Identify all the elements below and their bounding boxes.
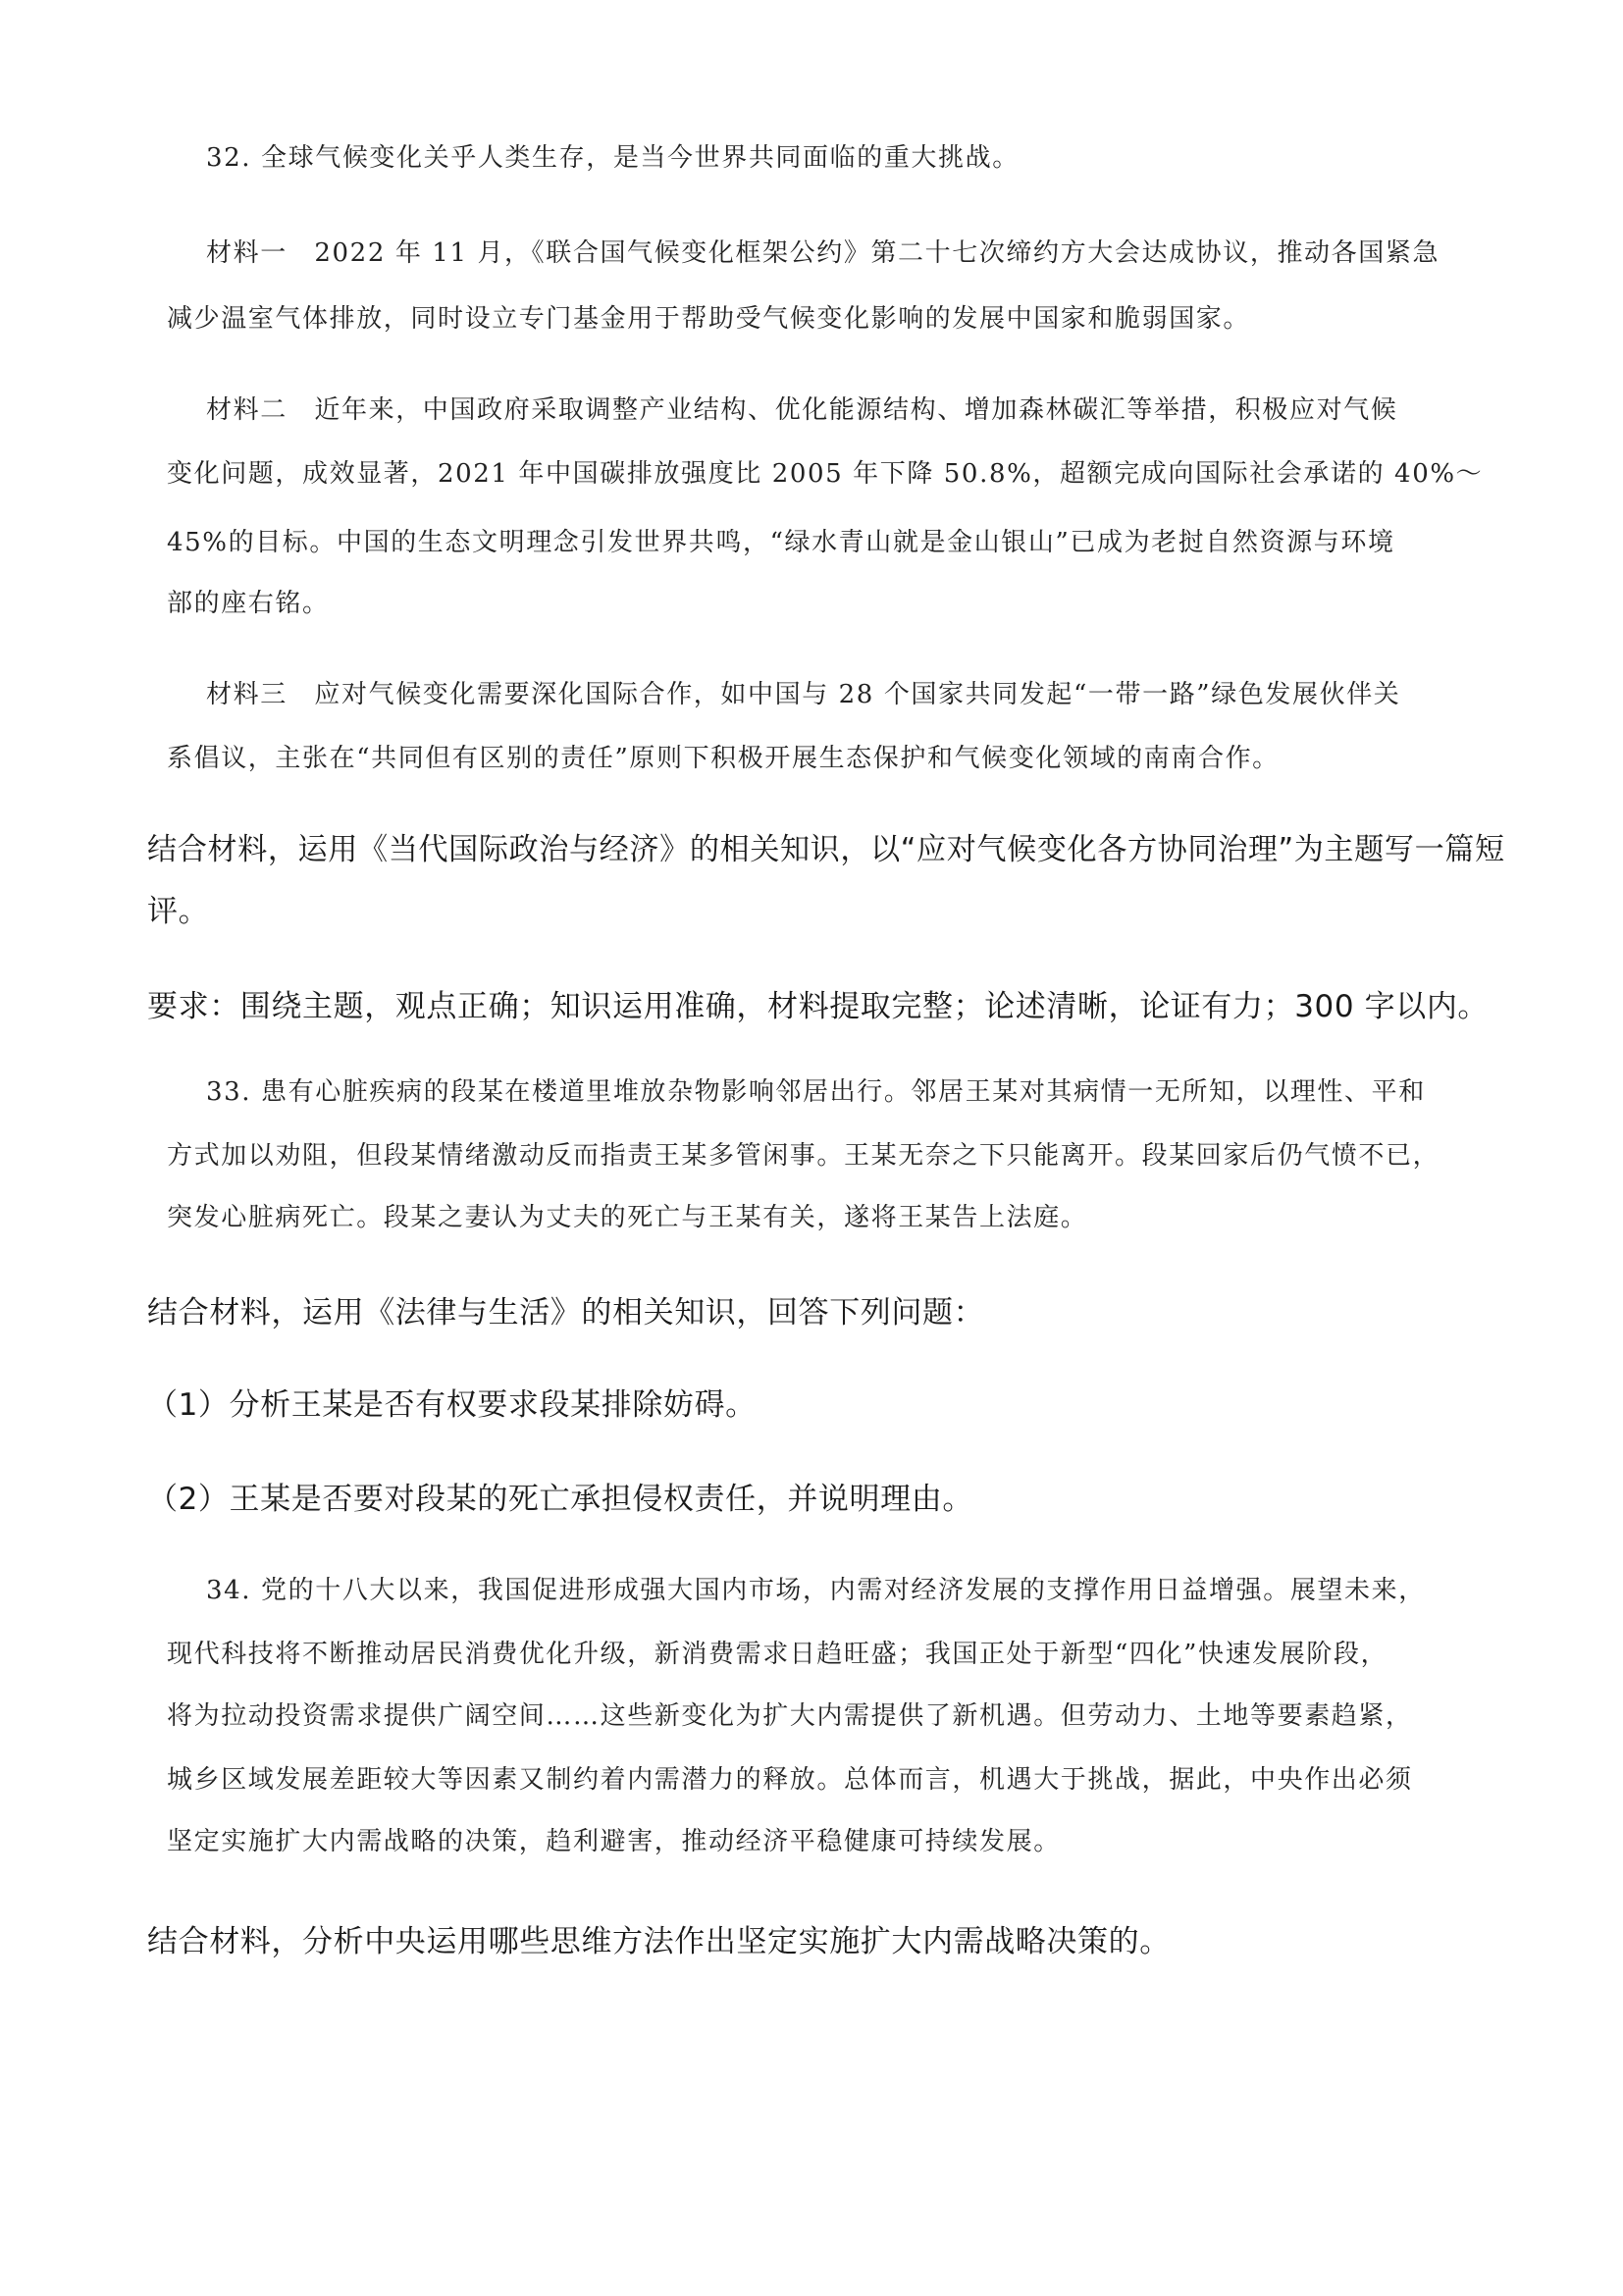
q32-material1-line2: 减少温室气体排放，同时设立专门基金用于帮助受气候变化影响的发展中国家和脆弱国家。 <box>167 304 1251 334</box>
q33-sub2: （2）王某是否要对段某的死亡承担侵权责任，并说明理由。 <box>147 1482 973 1517</box>
q34-stem-line1: 34. 党的十八大以来，我国促进形成强大国内市场，内需对经济发展的支撑作用日益增强。展望未来， <box>206 1576 1426 1605</box>
q32-material2-line4: 部的座右铭。 <box>167 589 330 618</box>
q33-sub1: （1）分析王某是否有权要求段某排除妨碍。 <box>147 1387 757 1423</box>
q32-requirement: 要求：围绕主题，观点正确；知识运用准确，材料提取完整；论述清晰，论证有力；300 字以内。 <box>147 989 1490 1024</box>
q34-stem-line4: 城乡区域发展差距较大等因素又制约着内需潜力的释放。总体而言，机遇大于挑战，据此，中央作出必须 <box>167 1765 1413 1795</box>
q32-material2-line1: 材料二 近年来，中国政府采取调整产业结构、优化能源结构、增加森林碳汇等举措，积极应对气候 <box>206 395 1398 425</box>
q32-material2-line2: 变化问题，成效显著，2021 年中国碳排放强度比 2005 年下降 50.8%，超额完成向国际社会承诺的 40%～ <box>167 459 1484 489</box>
q34-stem-line3: 将为拉动投资需求提供广阔空间……这些新变化为扩大内需提供了新机遇。但劳动力、土地等要素趋紧， <box>167 1701 1413 1731</box>
q33-stem-line1: 33. 患有心脏疾病的段某在楼道里堆放杂物影响邻居出行。邻居王某对其病情一无所知，以理性、平和 <box>206 1077 1426 1107</box>
q32-prompt-line2: 评。 <box>147 894 210 929</box>
q32-material1-line1: 材料一 2022 年 11 月，《联合国气候变化框架公约》第二十七次缔约方大会达成协议，推动各国紧急 <box>206 238 1440 268</box>
q32-material3-line1: 材料三 应对气候变化需要深化国际合作，如中国与 28 个国家共同发起“一带一路”绿色发展伙伴关 <box>206 680 1401 709</box>
q34-prompt: 结合材料，分析中央运用哪些思维方法作出坚定实施扩大内需战略决策的。 <box>147 1924 1171 1959</box>
q33-stem-line2: 方式加以劝阻，但段某情绪激动反而指责王某多管闲事。王某无奈之下只能离开。段某回家后仍气愤不已， <box>167 1141 1440 1171</box>
q32-prompt-line1: 结合材料，运用《当代国际政治与经济》的相关知识，以“应对气候变化各方协同治理”为主题写一篇短 <box>147 832 1505 867</box>
q32-material2-line3: 45%的目标。中国的生态文明理念引发世界共鸣，“绿水青山就是金山银山”已成为老挝自然资源与环境 <box>167 528 1395 557</box>
q33-stem-line3: 突发心脏病死亡。段某之妻认为丈夫的死亡与王某有关，遂将王某告上法庭。 <box>167 1203 1088 1232</box>
q34-stem-line5: 坚定实施扩大内需战略的决策，趋利避害，推动经济平稳健康可持续发展。 <box>167 1827 1061 1856</box>
q32-material3-line2: 系倡议，主张在“共同但有区别的责任”原则下积极开展生态保护和气候变化领域的南南合作。 <box>167 744 1280 773</box>
q32-title: 32. 全球气候变化关乎人类生存，是当今世界共同面临的重大挑战。 <box>206 143 1020 173</box>
q34-stem-line2: 现代科技将不断推动居民消费优化升级，新消费需求日趋旺盛；我国正处于新型“四化”快速发展阶段， <box>167 1640 1388 1669</box>
q33-prompt: 结合材料，运用《法律与生活》的相关知识，回答下列问题： <box>147 1295 985 1331</box>
